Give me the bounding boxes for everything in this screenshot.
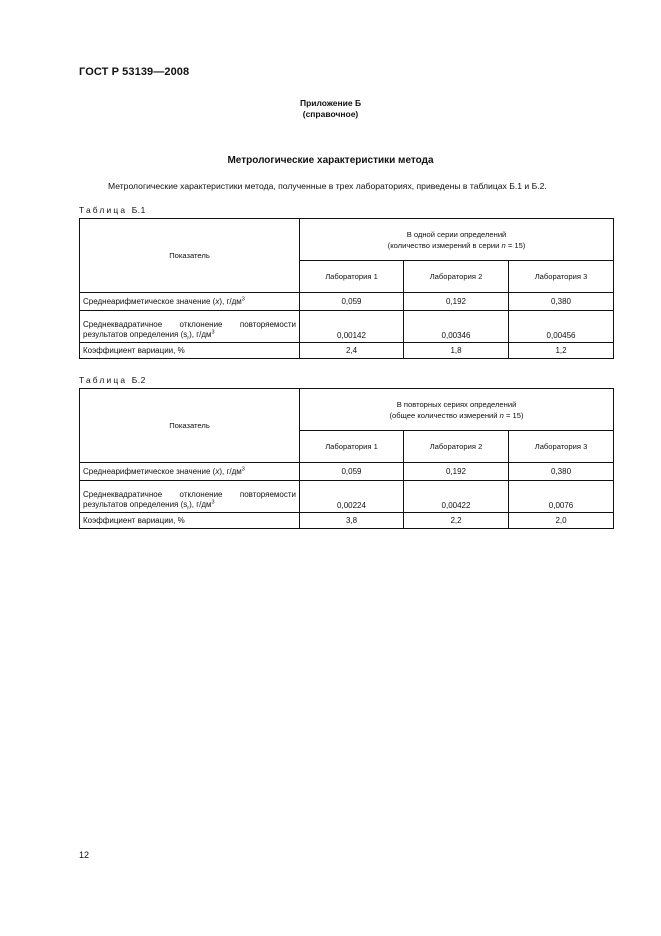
table-b1 <box>79 218 614 359</box>
table2-caption-word: Таблица <box>79 375 128 385</box>
table-cell: 2,2 <box>404 513 509 529</box>
table-cell: 0,00456 <box>509 311 614 343</box>
table1-lab-2-header: Лаборатория 2 <box>404 261 509 293</box>
table-cell: 0,0076 <box>509 481 614 513</box>
table-cell: 1,8 <box>404 343 509 359</box>
table-b2 <box>79 388 614 529</box>
appendix-status: (справочное) <box>302 109 359 119</box>
table-cell: 0,380 <box>509 293 614 311</box>
table-cell: 0,00346 <box>404 311 509 343</box>
table-cell: 2,4 <box>300 343 404 359</box>
row-label: Среднеарифметическое значение (x), $г/дм^3$ <box>80 293 300 311</box>
page-number: 12 <box>79 850 90 860</box>
appendix-title: Приложение Б <box>299 98 362 108</box>
row-label: Коэффициент вариации, % <box>80 513 300 529</box>
table2-caption-number: Б.2 <box>131 375 146 385</box>
table-cell: 0,380 <box>509 463 614 481</box>
table1-group-header-line2: (количество измерений в серии n = 15) <box>387 240 526 250</box>
table-row <box>80 343 614 359</box>
table-cell: 0,192 <box>404 463 509 481</box>
intro-paragraph: Метрологические характеристики метода, полученные в трех лабораториях, приведены в таблицах Б.1 и Б.2. <box>108 181 547 191</box>
row-label: Среднеквадратичное отклонение повторяемости результатов определения $(s_r)$, $г/дм^3$ <box>80 311 300 343</box>
table-cell: 0,00422 <box>404 481 509 513</box>
table1-group-header-line1: В одной серии определений <box>406 229 507 239</box>
table-cell: 0,00142 <box>300 311 404 343</box>
table-row <box>80 481 614 513</box>
table-cell: 1,2 <box>509 343 614 359</box>
table2-lab-1-header: Лаборатория 1 <box>300 431 404 463</box>
table-cell: 0,059 <box>300 293 404 311</box>
table-cell: 0,192 <box>404 293 509 311</box>
row-label: Среднеквадратичное отклонение повторяемости результатов определения $(s_r)$, $г/дм^3$ <box>80 481 300 513</box>
row-label: Среднеарифметическое значение (x), $г/дм^3$ <box>80 463 300 481</box>
table2-lab-2-header: Лаборатория 2 <box>404 431 509 463</box>
table-cell: 0,00224 <box>300 481 404 513</box>
table2-group-header-line2: (общее количество измерений n = 15) <box>389 410 524 420</box>
table2-group-header-line1: В повторных сериях определений <box>396 399 517 409</box>
table1-group-header <box>300 219 614 261</box>
table1-lab-1-header: Лаборатория 1 <box>300 261 404 293</box>
table-row <box>80 293 614 311</box>
table1-caption-number: Б.1 <box>131 205 146 215</box>
table2-indicator-header: Показатель <box>80 389 300 463</box>
table-cell: 0,059 <box>300 463 404 481</box>
standard-number: ГОСТ Р 53139—2008 <box>79 66 190 78</box>
table2-lab-3-header: Лаборатория 3 <box>509 431 614 463</box>
section-title: Метрологические характеристики метода <box>227 155 434 166</box>
table-row <box>80 311 614 343</box>
row-label: Коэффициент вариации, % <box>80 343 300 359</box>
table1-indicator-header: Показатель <box>80 219 300 293</box>
table1-caption-word: Таблица <box>79 205 128 215</box>
table2-group-header <box>300 389 614 431</box>
table1-caption <box>79 205 146 215</box>
table1-lab-3-header: Лаборатория 3 <box>509 261 614 293</box>
appendix-heading <box>0 98 661 120</box>
table2-caption <box>79 375 146 385</box>
table-row <box>80 463 614 481</box>
table-cell: 2,0 <box>509 513 614 529</box>
table-cell: 3,8 <box>300 513 404 529</box>
table-row <box>80 513 614 529</box>
